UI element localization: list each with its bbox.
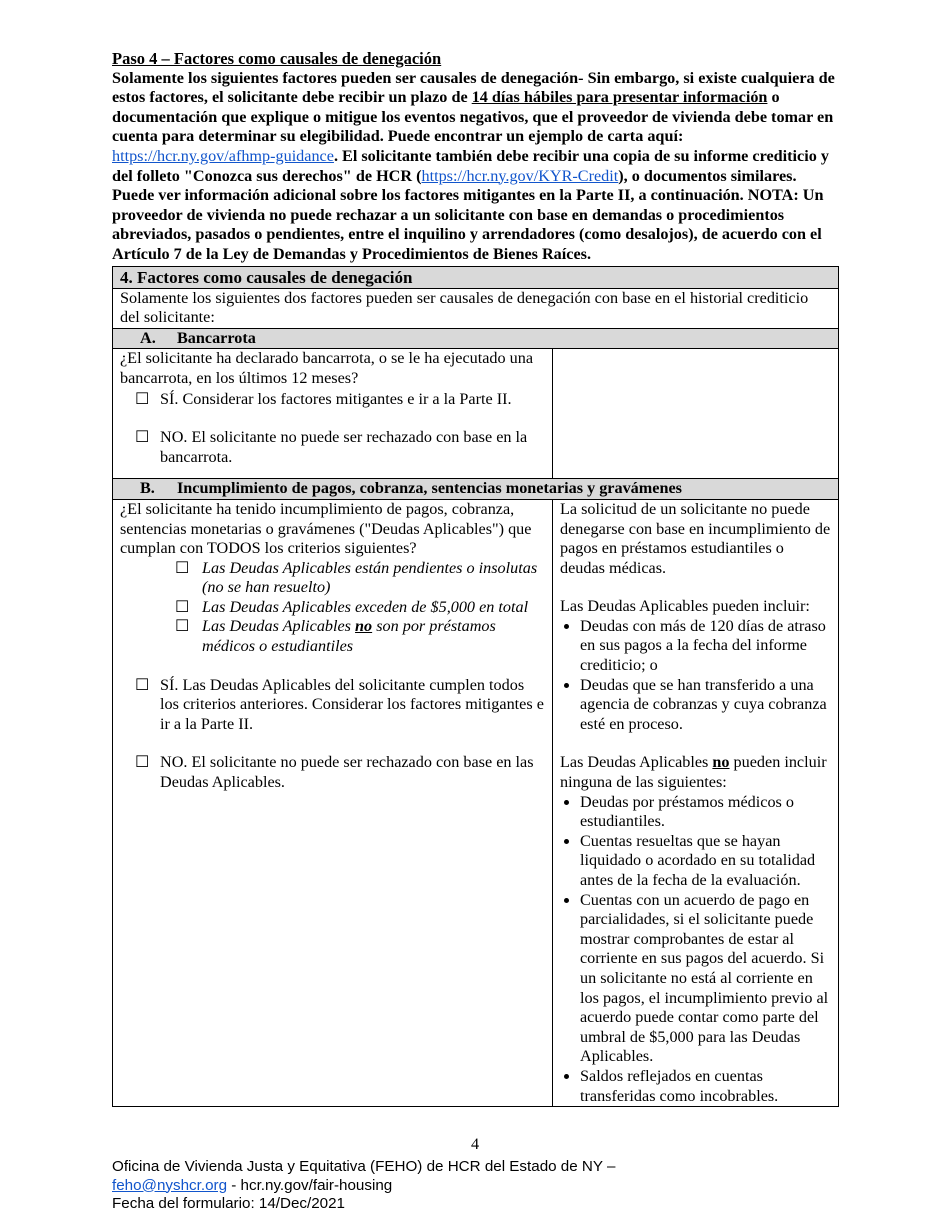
email-link[interactable]: feho@nyshcr.org xyxy=(112,1176,228,1194)
page-number: 4 xyxy=(470,1135,480,1153)
checkbox-icon[interactable]: ☐ xyxy=(175,597,190,616)
footer-contact: feho@nyshcr.org - hcr.ny.gov/fair-housing xyxy=(112,1176,393,1194)
debts-yes-option[interactable]: ☐ SÍ. Las Deudas Aplicables del solicitante cumplen todos los criterios anteriores. Considerar los factores mitigantes e ir a la Parte II. xyxy=(135,675,544,733)
checkbox-icon[interactable]: ☐ xyxy=(135,389,150,408)
criterion-item[interactable]: ☐ Las Deudas Aplicables están pendientes o insolutas (no se han resuelto) xyxy=(175,558,538,597)
footer xyxy=(112,1158,615,1214)
footer-form-date: Fecha del formulario: 14/Dec/2021 xyxy=(112,1195,346,1212)
list-item: • Cuentas resueltas que se hayan liquidado o acordado en su totalidad antes de la fecha de la evaluación. xyxy=(580,832,831,891)
section-a-notes-cell xyxy=(553,349,839,479)
bankruptcy-yes-option[interactable]: ☐ SÍ. Considerar los factores mitigantes e ir a la Parte II. xyxy=(135,389,512,408)
bankruptcy-no-option[interactable]: ☐ NO. El solicitante no puede ser rechazado con base en la bancarrota. xyxy=(135,428,528,466)
section-b-header: B. Incumplimiento de pagos, cobranza, sentencias monetarias y gravámenes xyxy=(113,479,839,500)
may-not-include-list xyxy=(560,793,831,1107)
may-include-heading: Las Deudas Aplicables pueden incluir: xyxy=(560,597,810,616)
list-item: • Deudas que se han transferido a una agencia de cobranzas y cuya cobranza esté en proceso. xyxy=(580,676,831,735)
checkbox-icon[interactable]: ☐ xyxy=(175,558,190,577)
checkbox-icon[interactable]: ☐ xyxy=(175,617,190,636)
list-item: • Saldos reflejados en cuentas transferidas como incobrables. xyxy=(580,1067,831,1106)
table-subheader: Solamente los siguientes dos factores pueden ser causales de denegación con base en el historial crediticio del solicitante: xyxy=(113,288,839,328)
checkbox-icon[interactable]: ☐ xyxy=(135,675,150,694)
debts-no-option[interactable]: ☐ NO. El solicitante no puede ser rechazado con base en las Deudas Aplicables. xyxy=(135,753,534,792)
bankruptcy-question: ¿El solicitante ha declarado bancarrota, o se le ha ejecutado una bancarrota, en los últimos 12 meses? xyxy=(120,349,534,387)
section-b-question-cell xyxy=(113,499,553,1106)
table-header: 4. Factores como causales de denegación xyxy=(113,266,839,288)
student-medical-note: La solicitud de un solicitante no puede denegarse con base en incumplimiento de pagos en préstamos estudiantiles o deudas médicas. xyxy=(560,499,831,577)
list-item: • Cuentas con un acuerdo de pago en parcialidades, si el solicitante puede mostrar comprobantes de estar al corriente en sus pagos del acuerdo. Si un solicitante no está al corriente en los pagos, el incumplimiento previo al acuerdo puede contar como parte del umbral de $5,000 para las Deudas Aplicables. xyxy=(580,891,831,1067)
kyr-credit-link[interactable]: https://hcr.ny.gov/KYR-Credit xyxy=(421,166,619,185)
may-include-list xyxy=(560,617,831,735)
page-content xyxy=(112,49,840,1107)
footer-office: Oficina de Vivienda Justa y Equitativa (FEHO) de HCR del Estado de NY – xyxy=(112,1158,616,1175)
list-item: • Deudas con más de 120 días de atraso en sus pagos a la fecha del informe crediticio; o xyxy=(580,617,831,676)
criterion-item[interactable]: ☐ Las Deudas Aplicables exceden de $5,000 en total xyxy=(175,597,529,616)
debts-question: ¿El solicitante ha tenido incumplimiento de pagos, cobranza, sentencias monetarias o gravámenes ("Deudas Aplicables") que cumplan con TODOS los criterios siguientes? xyxy=(120,499,532,558)
denial-factors-table xyxy=(112,266,839,1108)
criterion-item[interactable]: ☐ Las Deudas Aplicables no son por préstamos médicos o estudiantiles xyxy=(175,617,496,656)
checkbox-icon[interactable]: ☐ xyxy=(135,753,150,772)
section-a-question-cell xyxy=(113,349,553,479)
may-not-include-heading: Las Deudas Aplicables no pueden incluir ninguna de las siguientes: xyxy=(560,753,827,792)
step-title: Paso 4 – Factores como causales de denegación xyxy=(112,49,442,68)
list-item: • Deudas por préstamos médicos o estudiantiles. xyxy=(580,793,831,832)
section-a-header: A. Bancarrota xyxy=(113,328,839,349)
section-b-notes-cell xyxy=(553,499,839,1106)
checkbox-icon[interactable]: ☐ xyxy=(135,428,150,447)
afhmp-guidance-link[interactable]: https://hcr.ny.gov/afhmp-guidance xyxy=(112,146,334,165)
step-intro: Solamente los siguientes factores pueden ser causales de denegación- Sin embargo, si existe cualquiera de estos factores, el solicitante debe recibir un plazo de 14 días hábiles para presentar información o documentación que explique o mitigue los eventos negativos, que el proveedor de vivienda debe tomar en cuenta para determinar su elegibilidad. Puede encontrar un ejemplo de carta aquí: https://hcr.ny.gov/afhmp-guidance. El solicitante también debe recibir una copia de su informe crediticio y del folleto "Conozca sus derechos" de HCR (https://hcr.ny.gov/KYR-Credit), o documentos similares. Puede ver información adicional sobre los factores mitigantes en la Parte II, a continuación. NOTA: Un proveedor de vivienda no puede rechazar a un solicitante con base en demandas o procedimientos abreviados, pasados o pendientes, entre el inquilino y arrendadores (como desalojos), de acuerdo con el Artículo 7 de la Ley de Demandas y Procedimientos de Bienes Raíces. xyxy=(112,68,835,263)
